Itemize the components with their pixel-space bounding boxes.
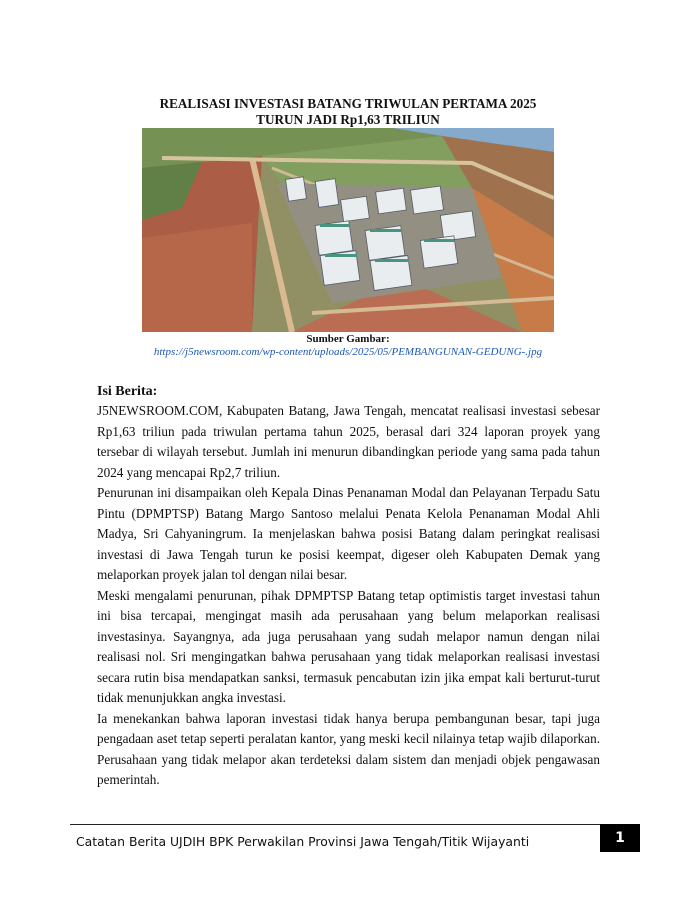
page-number: 1 <box>600 824 640 852</box>
document-title <box>0 96 696 128</box>
title-line-2: TURUN JADI Rp1,63 TRILIUN <box>256 112 440 127</box>
section-heading: Isi Berita: <box>97 384 158 399</box>
article-paragraph: Meski mengalami penurunan, pihak DPMPTSP Batang tetap optimistis target investasi tahun ini bisa tercapai, mengingat masih ada perusahaan yang belum melaporkan realisasi investasinya. Sayangnya, ada juga perusahaan yang sudah melapor namun dengan nilai realisasi nol. Sri mengingatkan bahwa perusahaan yang tidak melaporkan realisasi investasi secara rutin bisa mendapatkan sanksi, termasuk pencabutan izin jika empat kali berturut-turut tidak menunjukkan angka investasi. <box>97 587 600 705</box>
aerial-construction-photo <box>142 128 554 332</box>
footer-note: Catatan Berita UJDIH BPK Perwakilan Provinsi Jawa Tengah/Titik Wijayanti <box>76 834 530 849</box>
footer-divider <box>70 824 640 825</box>
image-caption <box>0 333 696 359</box>
caption-source-url[interactable]: https://j5newsroom.com/wp-content/uploads/2025/05/PEMBANGUNAN-GEDUNG-.jpg <box>153 346 543 358</box>
article-paragraph: Ia menekankan bahwa laporan investasi tidak hanya berupa pembangunan besar, tapi juga pengadaan aset tetap seperti peralatan kantor, yang meski kecil nilainya tetap wajib dilaporkan. Perusahaan yang tidak melapor akan terdeteksi dalam sistem dan menjadi objek pengawasan pemerintah. <box>97 710 600 787</box>
news-photo <box>142 128 554 332</box>
article-body <box>97 401 600 791</box>
title-line-1: REALISASI INVESTASI BATANG TRIWULAN PERTAMA 2025 <box>159 96 537 111</box>
article-paragraph: J5NEWSROOM.COM, Kabupaten Batang, Jawa Tengah, mencatat realisasi investasi sebesar Rp1,63 triliun pada triwulan pertama tahun 2025, berasal dari 324 laporan proyek yang tersebar di wilayah tersebut. Jumlah ini menurun dibandingkan periode yang sama pada tahun 2024 yang mencapai Rp2,7 triliun. <box>97 403 600 480</box>
article-paragraph: Penurunan ini disampaikan oleh Kepala Dinas Penanaman Modal dan Pelayanan Terpadu Satu Pintu (DPMPTSP) Batang Margo Santoso melalui Penata Kelola Penanaman Modal Ahli Madya, Sri Cahyaningrum. Ia menjelaskan bahwa posisi Batang dalam peringkat realisasi investasi di Jawa Tengah turun ke posisi keempat, digeser oleh Kabupaten Demak yang melaporkan proyek jalan tol dengan nilai besar. <box>97 485 600 582</box>
caption-label: Sumber Gambar: <box>306 333 390 345</box>
